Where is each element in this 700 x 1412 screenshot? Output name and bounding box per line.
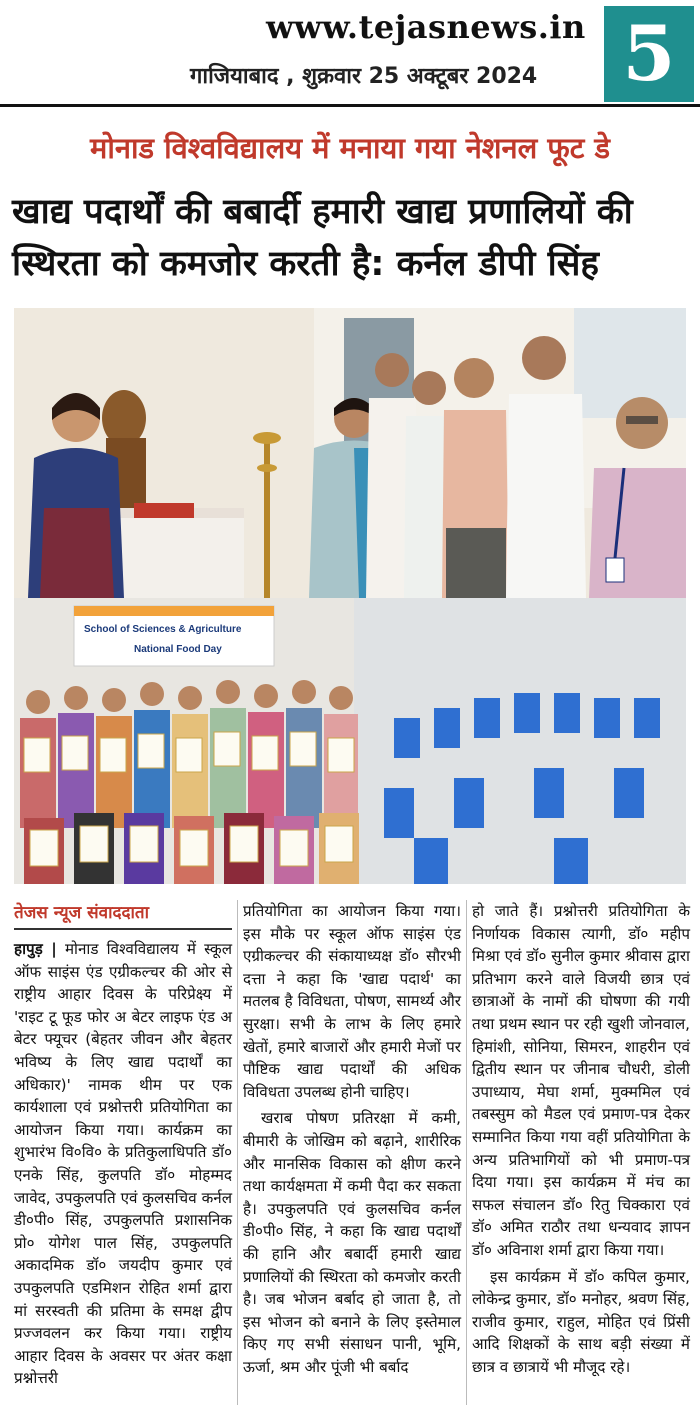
main-headline: खाद्य पदार्थों की बबार्दी हमारी खाद्य प्रणालियों की स्थिरता को कमजोर करती है: कर्नल डीपी सिंह [12, 192, 633, 284]
article-column-1 [14, 938, 232, 1394]
article-column-3 [472, 900, 690, 1382]
dateline: गाजियाबाद , शुक्रवार 25 अक्टूबर 2024 [190, 64, 538, 89]
article-paragraph: हो जाते हैं। प्रश्नोत्तरी प्रतियोगिता के निर्णायक विकास त्यागी, डॉ० महीप मिश्रा एवं डॉ० सुनील कुमार श्रीवास द्वारा प्रतिभाग करने वाले विजयी छात्र एवं छात्राओं के नामों की घोषणा की गयी तथा प्रथम स्थान पर रही खुशी जोनवाल, हिमांशी, सोनिया, सिमरन, शाहरीन एवं द्वितीय स्थान पर जीनाब चौधरी, डोली उपाध्याय, मेघा शर्मा, मुक्ममिल एवं तबस्सुम को मैडल एवं प्रमाण-पत्र देकर सम्मानित किया गया वहीं प्रतियोगिता के अन्य प्रतिभागियों को भी प्रमाण-पत्र दिया गया। इस कार्यक्रम में मंच का सफल संचालन डॉ० रितु चिक्कारा एवं डॉ० अमित राठौर तथा धन्यवाद ज्ञापन डॉ० अविनाश शर्मा द्वारा किया गया। [472, 902, 690, 1259]
photo-officials-illustration [14, 308, 686, 598]
page-number-badge: 5 [604, 6, 694, 102]
byline-rule [14, 928, 232, 930]
banner-subtitle: National Food Day [134, 644, 222, 655]
photo-students [14, 598, 686, 884]
photo-officials [14, 308, 686, 598]
photo-students-illustration [14, 598, 686, 884]
site-url: www.tejasnews.in [266, 8, 586, 46]
article-paragraph: मोनाड विश्वविद्यालय में स्कूल ऑफ साइंस एंड एग्रीकल्चर की ओर से राष्ट्रीय आहार दिवस के परिप्रेक्ष्य में 'राइट टू फूड फोर अ बेटर लाइफ एंड अ बेटर फ्यूचर (बेहतर जीवन और बेहतर भविष्य के लिए खाद्य पदार्थों का अधिकार)' नामक थीम पर एक कार्यशाला एवं प्रश्नोत्तरी प्रतियोगिता का आयोजन किया गया। कार्यक्रम का शुभारंभ वि०वि० के प्रतिकुलाधिपति डॉ० एनके सिंह, कुलपति डॉ० मोहम्मद जावेद, उपकुलपति एवं कुलसचिव कर्नल डी०पी० सिंह, उपकुलपति प्रशासनिक प्रो० योगेश पाल सिंह, उपकुलपति अकादमिक डॉ० जयदीप कुमार एवं उपकुलपति एडमिशन रोहित शर्मा द्वारा मां सरस्वती की प्रतिमा के समक्ष द्वीप प्रज्जवलन कर किया गया। राष्ट्रीय आहार दिवस के अवसर पर अंतर कक्षा प्रश्नोत्तरी [14, 940, 232, 1388]
column-divider [466, 900, 467, 1405]
article-column-2 [243, 900, 461, 1382]
article-paragraph: प्रतियोगिता का आयोजन किया गया। इस मौके पर स्कूल ऑफ साइंस एंड एग्रीकल्चर की संकायाध्यक्ष डॉ० सौरभी दत्ता ने कहा कि 'खाद्य पदार्थ' का मतलब है विविधता, पोषण, सामर्थ्य और सुरक्षा। सभी के लाभ के लिए हमारे खेतों, हमारे बाजारों और हमारी मेजों पर पौष्टिक खाद्य पदार्थों की अधिक विविधता उपलब्ध होनी चाहिए। [243, 902, 461, 1101]
column-divider [237, 900, 238, 1405]
banner-title: School of Sciences & Agriculture [84, 624, 242, 635]
article-paragraph: इस कार्यक्रम में डॉ० कपिल कुमार, लोकेन्द्र कुमार, डॉ० मनोहर, श्रवण सिंह, राजीव कुमार, राहुल, मोहित एवं प्रिंसी आदि शिक्षकों के साथ बड़ी संख्या में छात्र व छात्रायें भी मौजूद रहे। [472, 1267, 690, 1376]
byline: तेजस न्यूज संवाददाता [14, 903, 150, 923]
article-dateline: हापुड़ | [14, 940, 57, 958]
kicker-headline: मोनाड विश्वविद्यालय में मनाया गया नेशनल फूट डे [90, 131, 610, 165]
masthead [0, 0, 700, 108]
article-paragraph: खराब पोषण प्रतिरक्षा में कमी, बीमारी के जोखिम को बढ़ाने, शारीरिक और मानसिक विकास को क्षीण करने तथा कार्यक्षमता में कमी पैदा कर सकता है। उपकुलपति एवं कुलसचिव कर्नल डी०पी० सिंह, ने कहा कि खाद्य पदार्थों की हानि और बबार्दी हमारी खाद्य प्रणालियों की स्थिरता को कमजोर करती है। जब भोजन बर्बाद हो जाता है, तो इस भोजन को बनाने के लिए इस्तेमाल किए गए सभी संसाधन पानी, भूमि, ऊर्जा, श्रम और पूंजी भी बर्बाद [243, 1109, 461, 1376]
masthead-rule [0, 104, 700, 107]
